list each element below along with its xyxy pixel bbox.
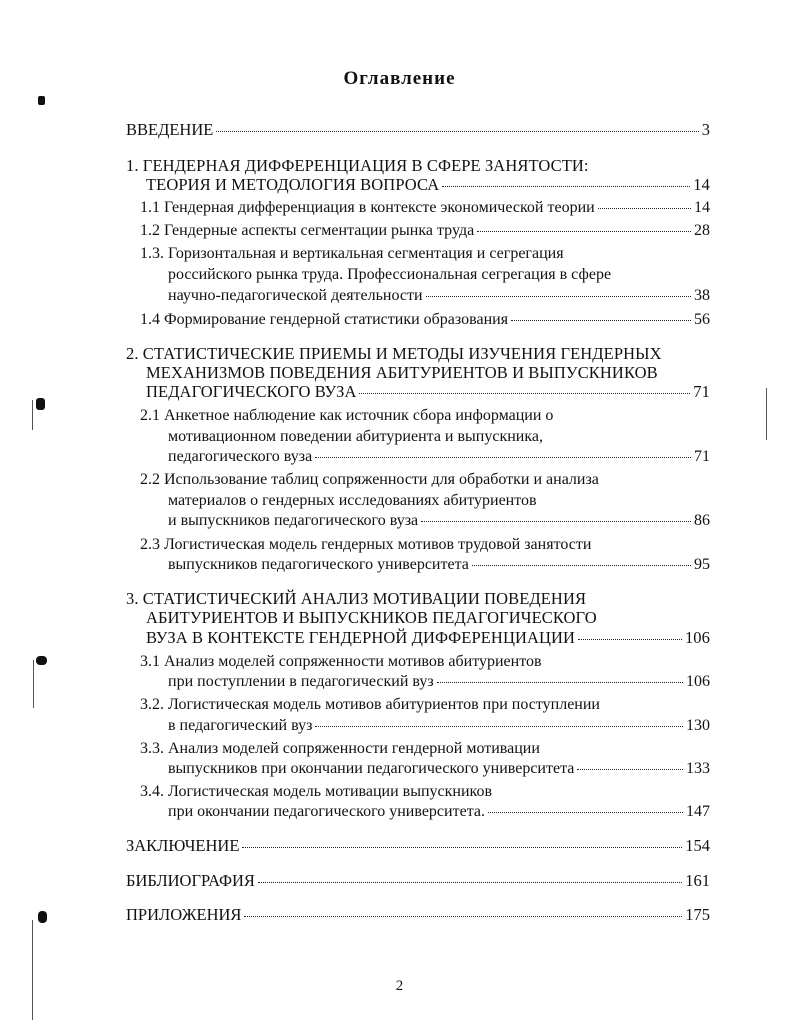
chapter-1-title-line-2: ТЕОРИЯ И МЕТОДОЛОГИЯ ВОПРОСА bbox=[146, 175, 440, 194]
dot-leader bbox=[216, 131, 698, 132]
toc-entry-text: при окончании педагогического университета. bbox=[168, 803, 485, 820]
toc-page-number: 147 bbox=[686, 803, 710, 820]
chapter-3-title-line-2: АБИТУРИЕНТОВ И ВЫПУСКНИКОВ ПЕДАГОГИЧЕСКОГО bbox=[146, 608, 597, 627]
toc-entry-1-4 bbox=[140, 309, 710, 331]
toc-entry-bibliography bbox=[126, 870, 710, 892]
margin-line bbox=[32, 400, 33, 430]
dot-leader bbox=[258, 882, 682, 883]
binding-hole-mark bbox=[36, 398, 45, 410]
chapter-1-title-line-1: 1. ГЕНДЕРНАЯ ДИФФЕРЕНЦИАЦИЯ В СФЕРЕ ЗАНЯТОСТИ: bbox=[126, 156, 589, 175]
toc-entry-chapter-2 bbox=[146, 381, 710, 403]
toc-entry-1-1 bbox=[140, 197, 710, 219]
toc-entry-text: ВВЕДЕНИЕ bbox=[126, 120, 214, 139]
dot-leader bbox=[315, 457, 691, 458]
toc-entry-text: и выпускников педагогического вуза bbox=[168, 512, 419, 529]
toc-page-number: 28 bbox=[694, 222, 710, 239]
toc-page-number: 3 bbox=[701, 120, 710, 139]
toc-entry-2-2-line-2: материалов о гендерных исследованиях абитуриентов bbox=[168, 492, 537, 509]
toc-page-number: 95 bbox=[694, 556, 710, 573]
dot-leader bbox=[472, 565, 691, 566]
toc-entry-text: 1.1 Гендерная дифференциация в контексте экономической теории bbox=[140, 199, 595, 216]
dot-leader bbox=[477, 231, 691, 232]
toc-entry-2-2-line-1: 2.2 Использование таблиц сопряженности для обработки и анализа bbox=[140, 471, 599, 488]
toc-entry-chapter-3 bbox=[146, 627, 710, 649]
toc-page-number: 86 bbox=[694, 512, 710, 529]
dot-leader bbox=[244, 916, 682, 917]
toc-page-number: 154 bbox=[685, 836, 710, 855]
toc-page-number: 130 bbox=[686, 717, 710, 734]
toc-entry-text: 1.4 Формирование гендерной статистики образования bbox=[140, 311, 509, 328]
toc-page-number: 56 bbox=[694, 311, 710, 328]
toc-entry-1-2 bbox=[140, 220, 710, 242]
toc-entry-text: БИБЛИОГРАФИЯ bbox=[126, 871, 255, 890]
toc-page-number: 71 bbox=[694, 448, 710, 465]
binding-hole-mark bbox=[38, 911, 47, 923]
dot-leader bbox=[426, 296, 691, 297]
chapter-2-title-line-1: 2. СТАТИСТИЧЕСКИЕ ПРИЕМЫ И МЕТОДЫ ИЗУЧЕНИЯ ГЕНДЕРНЫХ bbox=[126, 344, 662, 363]
toc-entry-text: педагогического вуза bbox=[168, 448, 313, 465]
toc-entry-text: при поступлении в педагогический вуз bbox=[168, 673, 434, 690]
binding-hole-mark bbox=[36, 656, 47, 665]
toc-page-number: 106 bbox=[684, 628, 710, 647]
toc-entry-2-1-line-1: 2.1 Анкетное наблюдение как источник сбора информации о bbox=[140, 407, 554, 424]
toc-page-number: 161 bbox=[685, 871, 710, 890]
toc-entry-text: ЗАКЛЮЧЕНИЕ bbox=[126, 836, 240, 855]
toc-entry-3-3-line-1: 3.3. Анализ моделей сопряженности гендерной мотивации bbox=[140, 740, 540, 757]
toc-entry-2-1-line-2: мотивационном поведении абитуриента и выпускника, bbox=[168, 428, 543, 445]
margin-line bbox=[32, 920, 33, 1020]
toc-entry-2-3-line-1: 2.3 Логистическая модель гендерных мотивов трудовой занятости bbox=[140, 536, 592, 553]
toc-page-number: 106 bbox=[686, 673, 710, 690]
toc-entry-2-2 bbox=[168, 510, 710, 532]
toc-entry-3-1 bbox=[168, 671, 710, 693]
dot-leader bbox=[437, 682, 683, 683]
toc-page-number: 14 bbox=[694, 199, 710, 216]
toc-entry-2-1 bbox=[168, 446, 710, 468]
toc-entry-3-4 bbox=[168, 801, 710, 823]
toc-page-number: 14 bbox=[693, 175, 710, 194]
margin-line bbox=[766, 388, 767, 440]
margin-line bbox=[33, 660, 34, 708]
toc-entry-1-3-line-2: российского рынка труда. Профессиональная сегрегация в сфере bbox=[168, 266, 612, 283]
chapter-2-title-line-2: МЕХАНИЗМОВ ПОВЕДЕНИЯ АБИТУРИЕНТОВ И ВЫПУСКНИКОВ bbox=[146, 363, 658, 382]
toc-entry-text: ПРИЛОЖЕНИЯ bbox=[126, 905, 242, 924]
toc-entry-text: в педагогический вуз bbox=[168, 717, 313, 734]
dot-leader bbox=[488, 812, 683, 813]
chapter-3-title-line-1: 3. СТАТИСТИЧЕСКИЙ АНАЛИЗ МОТИВАЦИИ ПОВЕДЕНИЯ bbox=[126, 589, 587, 608]
dot-leader bbox=[578, 639, 682, 640]
page-title: Оглавление bbox=[343, 68, 456, 89]
dot-leader bbox=[421, 521, 691, 522]
toc-entry-text: выпускников педагогического университета bbox=[168, 556, 469, 573]
toc-page-number: 38 bbox=[694, 287, 710, 304]
dot-leader bbox=[359, 393, 690, 394]
toc-entry-1-3 bbox=[168, 285, 710, 307]
toc-entry-3-2-line-1: 3.2. Логистическая модель мотивов абитуриентов при поступлении bbox=[140, 696, 600, 713]
toc-entry-3-3 bbox=[168, 758, 710, 780]
dot-leader bbox=[315, 726, 683, 727]
toc-entry-3-1-line-1: 3.1 Анализ моделей сопряженности мотивов абитуриентов bbox=[140, 653, 542, 670]
dot-leader bbox=[577, 769, 683, 770]
toc-entry-3-2 bbox=[168, 715, 710, 737]
dot-leader bbox=[442, 186, 690, 187]
toc-page-number: 133 bbox=[686, 760, 710, 777]
page-number: 2 bbox=[395, 978, 404, 994]
dot-leader bbox=[511, 320, 691, 321]
toc-page-number: 71 bbox=[693, 382, 710, 401]
toc-entry-text: выпускников при окончании педагогического университета bbox=[168, 760, 575, 777]
toc-entry-3-4-line-1: 3.4. Логистическая модель мотивации выпускников bbox=[140, 783, 493, 800]
toc-page-number: 175 bbox=[685, 905, 710, 924]
toc-entry-intro bbox=[126, 119, 710, 141]
toc-entry-1-3-line-1: 1.3. Горизонтальная и вертикальная сегментация и сегрегация bbox=[140, 245, 564, 262]
toc-entry-text: 1.2 Гендерные аспекты сегментации рынка труда bbox=[140, 222, 475, 239]
binding-hole-mark bbox=[38, 96, 45, 105]
chapter-2-title-line-3: ПЕДАГОГИЧЕСКОГО ВУЗА bbox=[146, 382, 357, 401]
toc-entry-chapter-1 bbox=[146, 174, 710, 196]
dot-leader bbox=[242, 847, 682, 848]
toc-entry-conclusion bbox=[126, 835, 710, 857]
toc-entry-text: научно-педагогической деятельности bbox=[168, 287, 423, 304]
chapter-3-title-line-3: ВУЗА В КОНТЕКСТЕ ГЕНДЕРНОЙ ДИФФЕРЕНЦИАЦИИ bbox=[146, 628, 576, 647]
dot-leader bbox=[598, 208, 691, 209]
toc-entry-2-3 bbox=[168, 554, 710, 576]
toc-entry-appendix bbox=[126, 904, 710, 926]
